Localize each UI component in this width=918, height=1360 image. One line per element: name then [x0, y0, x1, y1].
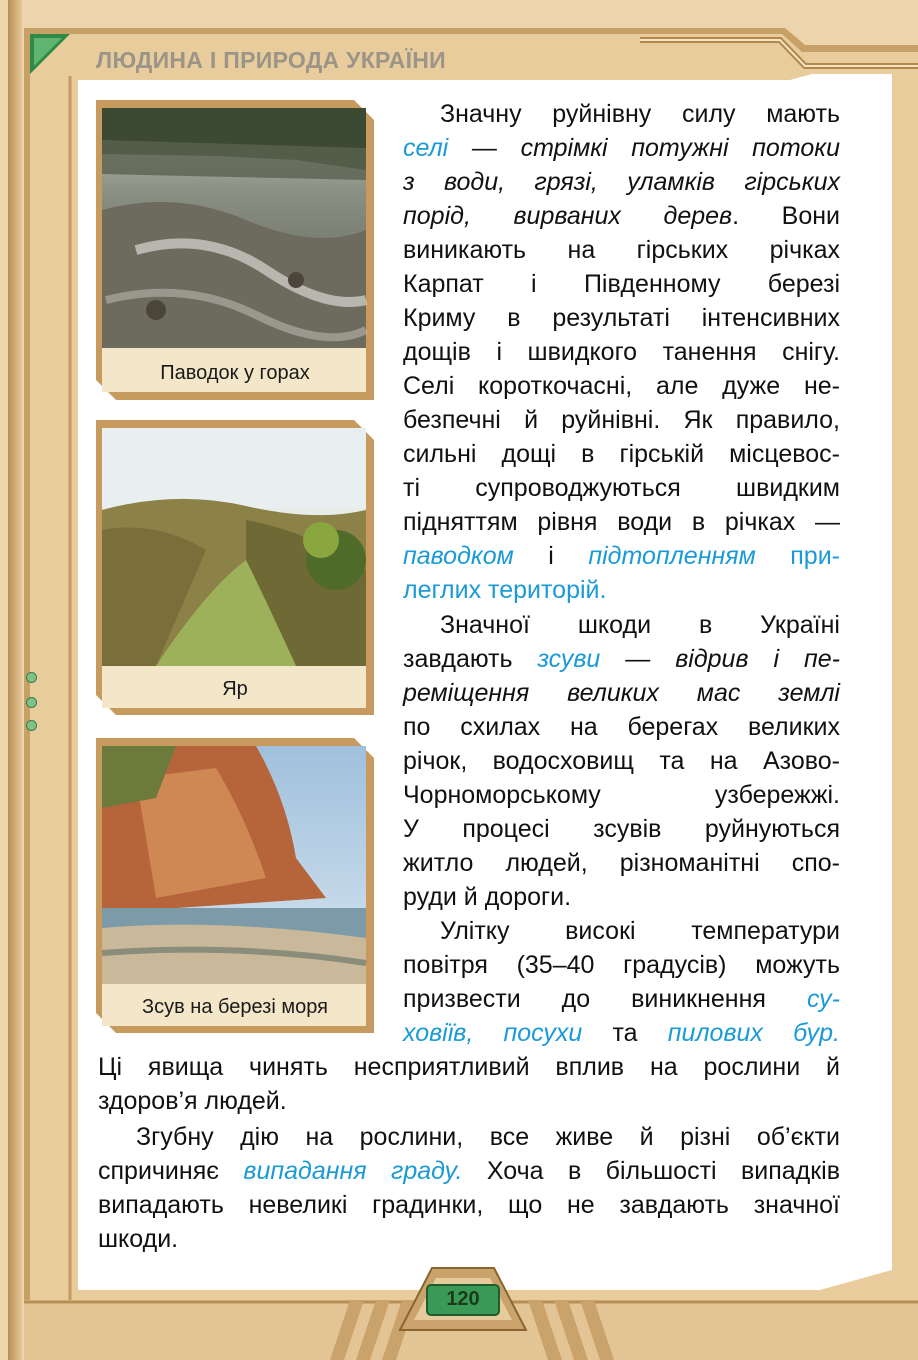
text-line: завдають зсуви — відрив і пе- [403, 645, 840, 673]
text-line: повітря (35–40 градусів) можуть [403, 951, 840, 979]
text-line: Криму в результаті інтенсивних [403, 304, 840, 332]
text-line: порід, вирваних дерев. Вони [403, 202, 840, 230]
text-line: річок, водосховищ та на Азово- [403, 747, 840, 775]
term-sukhovii: су- [806, 985, 840, 1013]
text-line: Селі короткочасні, але дуже не- [403, 372, 840, 400]
text-line: Значної шкоди в Україні [440, 611, 840, 639]
text-line: безпечні й руйнівні. Як правило, [403, 406, 840, 434]
text-line: спричиняє випадання граду. Хоча в більшості випадків [98, 1157, 841, 1185]
text-line: Згубну дію на рослини, все живе й різні об’єкти [136, 1123, 840, 1151]
figure-caption: Паводок у горах [160, 362, 310, 384]
text-line: випадають невеликі градинки, що не завдають значної [98, 1191, 840, 1219]
text-line: паводком і підтопленням при- [403, 542, 840, 570]
page-number: 120 [446, 1288, 480, 1310]
term-pylovi-bury: пилових бур. [667, 1019, 840, 1047]
term-pidtoplennia: підтопленням [588, 542, 756, 570]
text-line: Чорноморському узбережжі. [403, 781, 840, 809]
text-line: Карпат і Південному березі [403, 270, 840, 298]
text-line: селі — стрімкі потужні потоки [403, 134, 840, 162]
term-vypadannia-gradu: випадання граду. [243, 1157, 463, 1185]
text-line: У процесі зсувів руйнуються [403, 815, 840, 843]
figure-caption: Зсув на березі моря [142, 996, 328, 1018]
text-line: з води, грязі, уламків гірських [403, 168, 840, 196]
text-line: Ці явища чинять несприятливий вплив на рослини й [98, 1053, 840, 1081]
text-line: здоров’я людей. [98, 1087, 287, 1115]
text-line: Значну руйнівну силу мають [440, 100, 840, 128]
figure-caption: Яр [222, 678, 248, 700]
text-line: ті супроводжуються швидким [403, 474, 840, 502]
text-line: підняттям рівня води в річках — [403, 508, 840, 536]
text-line: призвести до виникнення су- [403, 985, 840, 1013]
text-line: по схилах на берегах великих [403, 713, 840, 741]
term-posukhy: ховіїв, посухи [403, 1019, 583, 1047]
text-line: ховіїв, посухи та пилових бур. [403, 1019, 840, 1047]
text-line: шкоди. [98, 1225, 179, 1253]
text-line: житло людей, різноманітні спо- [403, 849, 840, 877]
section-header: ЛЮДИНА І ПРИРОДА УКРАЇНИ [96, 47, 446, 73]
term-zsuvy: зсуви [537, 645, 601, 673]
text-line: реміщення великих мас землі [403, 679, 840, 707]
text-line: Улітку високі температури [440, 917, 840, 945]
text-line: виникають на гірських річках [403, 236, 840, 264]
term-pavodok: паводком [403, 542, 514, 570]
text-line: дощів і швидкого танення снігу. [403, 338, 840, 366]
text-line: сильні дощі в гірській місцевос- [403, 440, 840, 468]
text-line: руди й дороги. [403, 883, 572, 911]
text-line: леглих територій. [403, 576, 607, 604]
term-seli: селі [403, 134, 449, 162]
